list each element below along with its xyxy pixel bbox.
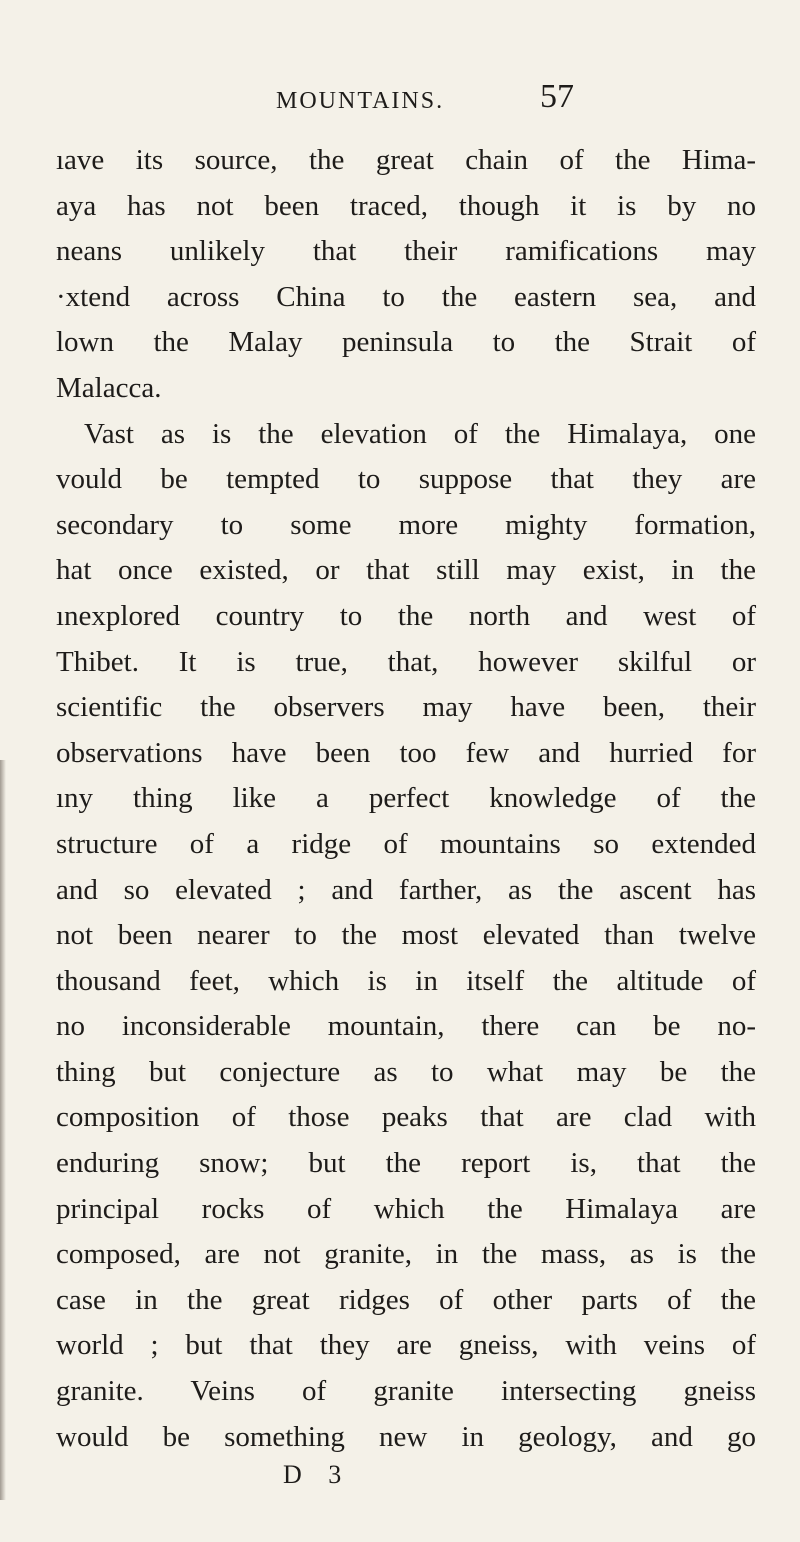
text-line: scientific the observers may have been, their [56,691,756,724]
text-line: lown the Malay peninsula to the Strait of [56,326,756,359]
text-line: thing but conjecture as to what may be the [56,1055,756,1088]
text-line: hat once existed, or that still may exist, in the [56,554,756,587]
text-line: Thibet. It is true, that, however skilful or [56,645,756,678]
running-title: MOUNTAINS. [276,88,445,114]
text-line: ·xtend across China to the eastern sea, and [56,280,756,313]
text-line: ıny thing like a perfect knowledge of the [56,782,756,815]
text-line: world ; but that they are gneiss, with veins of [56,1329,756,1362]
text-line: composed, are not granite, in the mass, as is the [56,1238,756,1271]
text-line: structure of a ridge of mountains so extended [56,827,756,860]
text-line: would be something new in geology, and go [56,1420,756,1453]
page-number: 57 [540,78,574,115]
body-text [56,138,756,1460]
signature-mark: D 3 [283,1460,352,1489]
text-line: no inconsiderable mountain, there can be no- [56,1010,756,1043]
text-line: Vast as is the elevation of the Himalaya, one [84,417,756,450]
text-line: secondary to some more mighty formation, [56,508,756,541]
text-line: neans unlikely that their ramifications may [56,235,756,268]
text-line: ınexplored country to the north and west of [56,599,756,632]
text-line: composition of those peaks that are clad with [56,1101,756,1134]
text-line: case in the great ridges of other parts of the [56,1283,756,1316]
text-line: and so elevated ; and farther, as the ascent has [56,873,756,906]
text-line: vould be tempted to suppose that they are [56,463,756,496]
text-line: Malacca. [56,371,162,404]
text-line: observations have been too few and hurried for [56,736,756,769]
text-line: principal rocks of which the Himalaya are [56,1192,756,1225]
text-line: enduring snow; but the report is, that the [56,1147,756,1180]
text-line: ıave its source, the great chain of the Hima- [56,144,756,176]
text-line: not been nearer to the most elevated than twelve [56,919,756,952]
text-line: aya has not been traced, though it is by no [56,189,756,222]
running-head [0,78,800,124]
text-line: thousand feet, which is in itself the altitude of [56,964,756,997]
gutter-shadow [0,760,6,1500]
text-line: granite. Veins of granite intersecting gneiss [56,1375,756,1408]
